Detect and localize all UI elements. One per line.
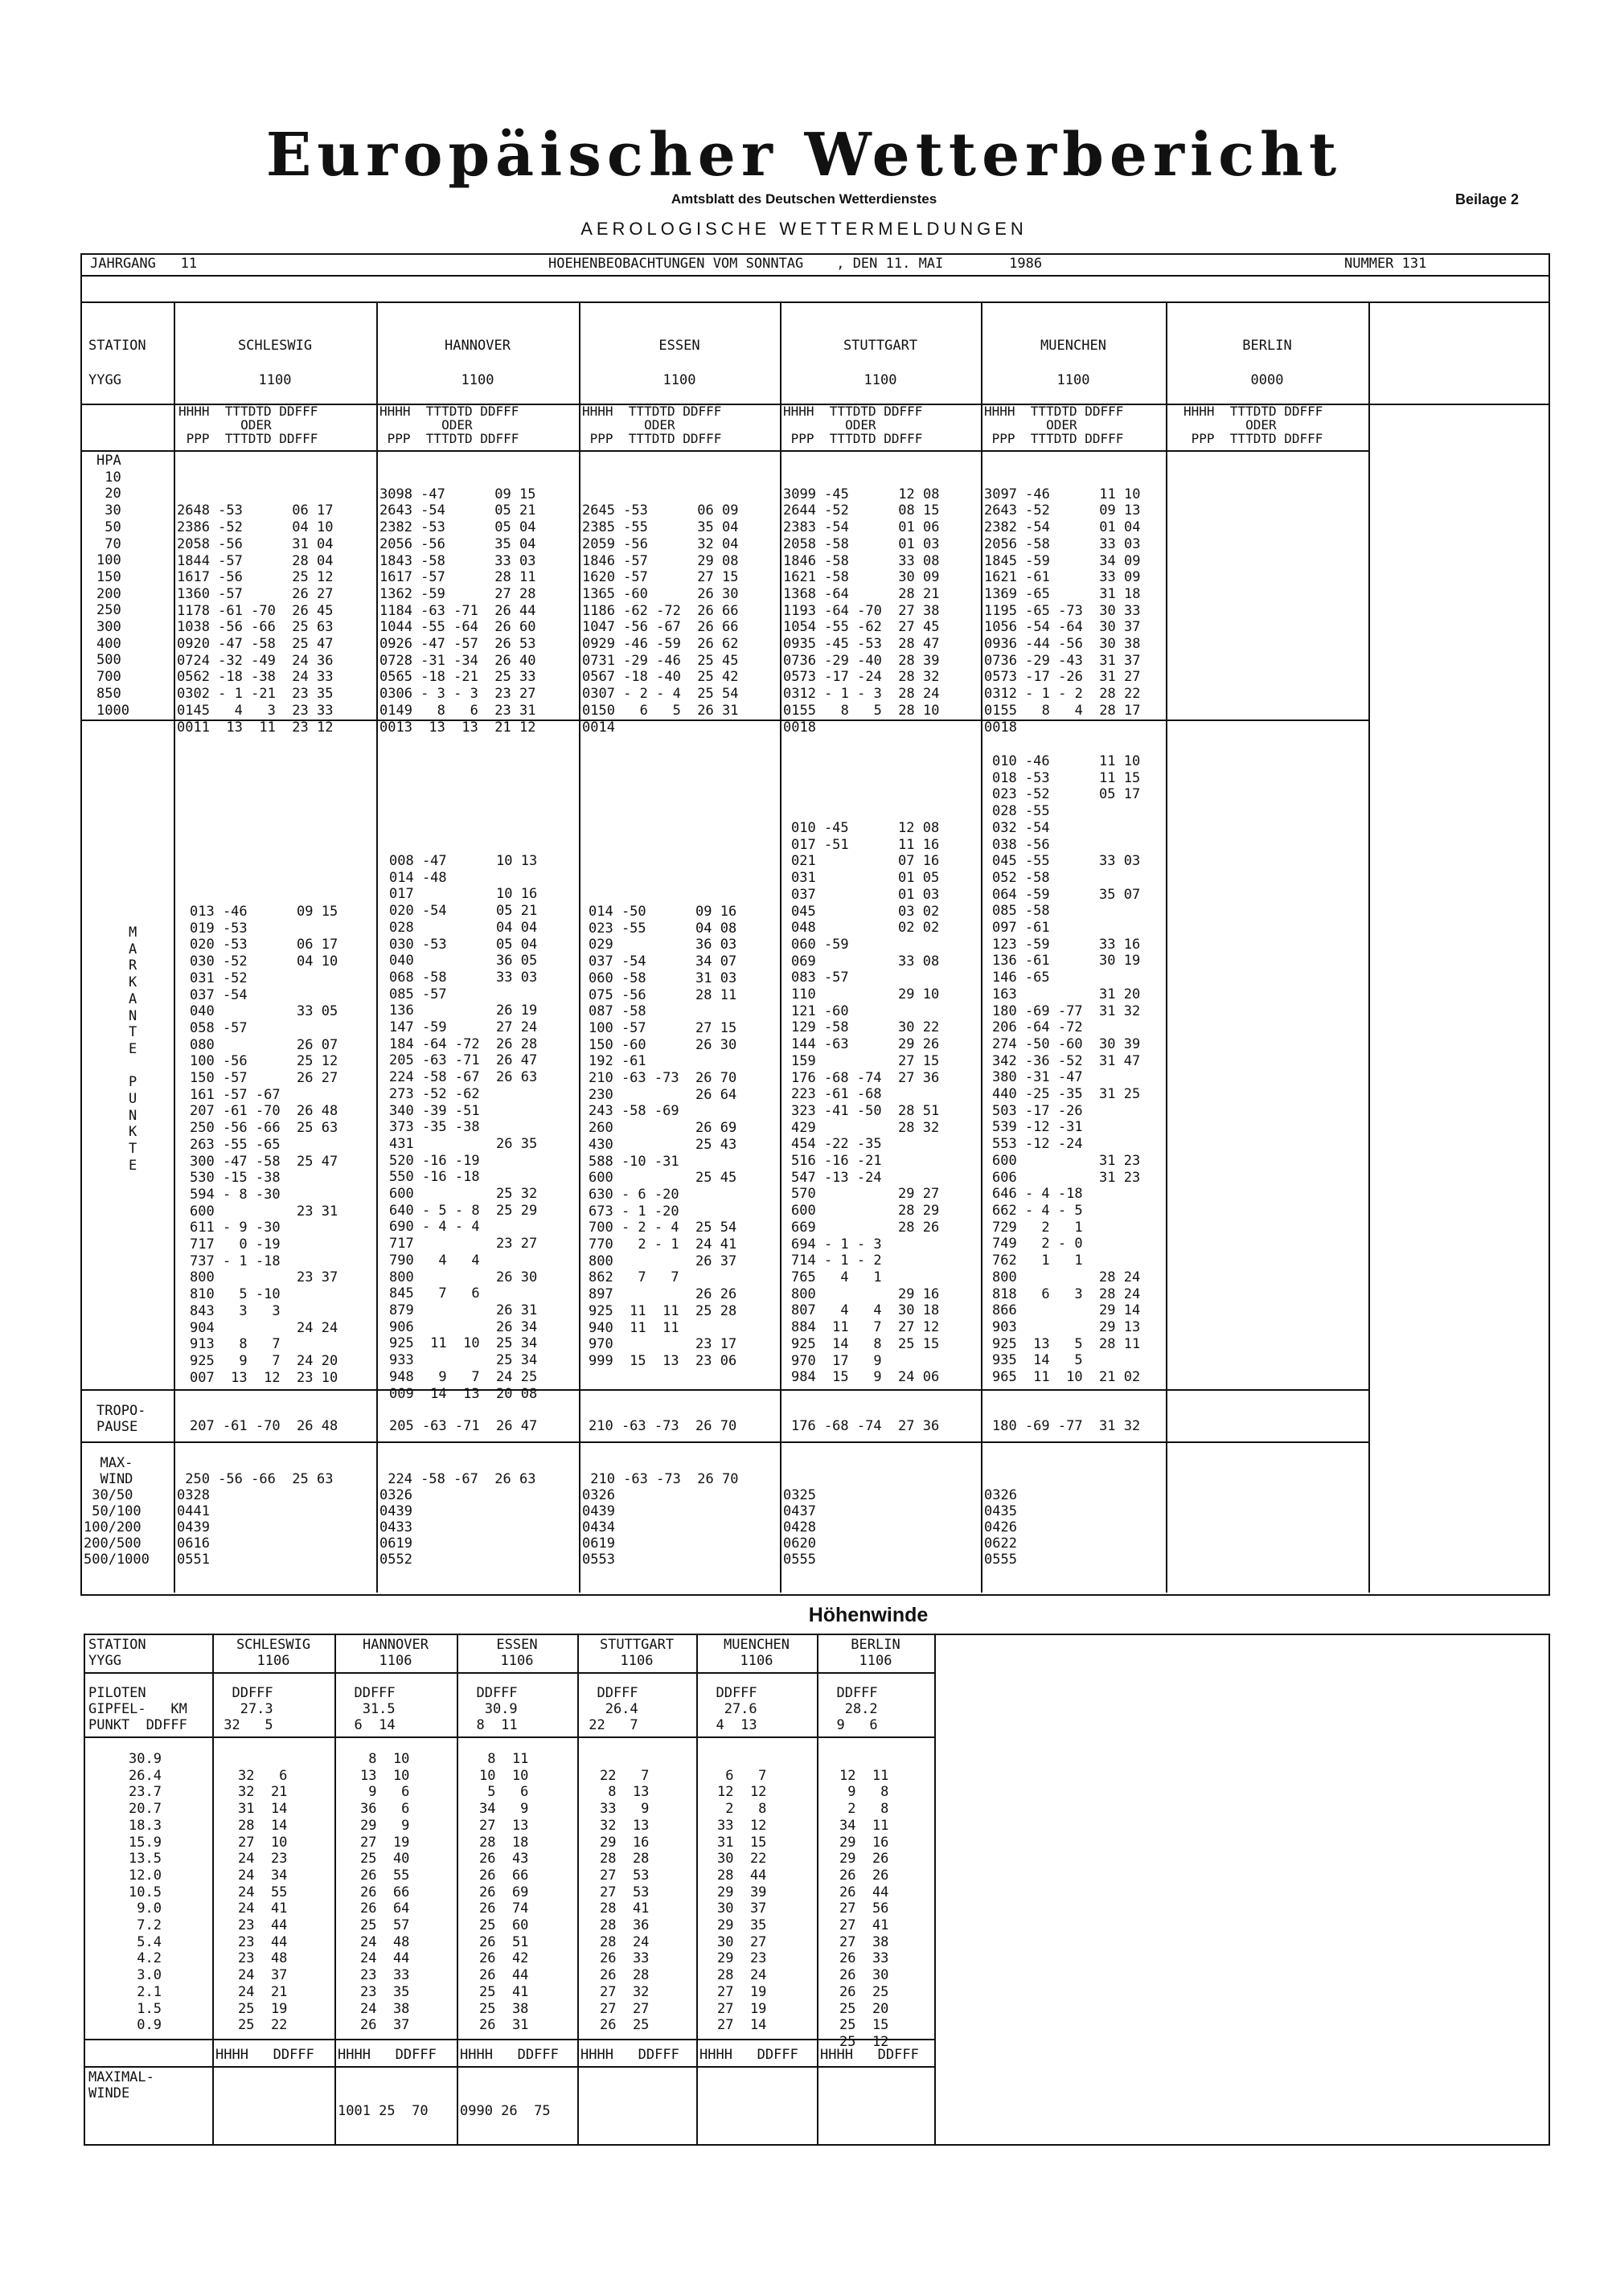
hw-station-name: SCHLESWIG: [236, 1637, 311, 1653]
station-name: HANNOVER: [445, 338, 511, 354]
winds-schleswig: 32 6 32 21 31 14 28 14 27 10 24 23 24 34 24 55 24 41 23 44 23 44 23 48 24 37 24 21 25 19 25 22: [238, 1767, 288, 2034]
hw-station-yygg: 1106: [859, 1653, 892, 1669]
station-name: SCHLESWIG: [237, 338, 313, 354]
station-name: BERLIN: [1242, 338, 1292, 354]
hw-station-name: BERLIN: [851, 1637, 900, 1653]
tropopause-hannover: 205 -63 -71 26 47: [389, 1418, 538, 1434]
observation-date: HOEHENBEOBACHTUNGEN VOM SONNTAG , DEN 11. MAI 1986: [548, 256, 1043, 272]
hw-station-name: STUTTGART: [599, 1637, 675, 1653]
maxwind-schleswig: 250 -56 -66 25 63 0328 0441 0439 0616 0551: [177, 1471, 334, 1568]
markante-hannover: 008 -47 10 13 014 -48 017 10 16 020 -54 05 21 028 04 04 030 -53 05 04 040 36 05 068 -58 33 03 085 -57 136 26 19 147 -59 27 24 184 -64 -72 26 28 205 -63 -71 26 47 224 -58 -67 26 63 273 -52 -62 340 -39 -51 373 -35 -38 431 26 35 520 -16 -19 550 -16 -18 600 25 32 640 - 5 - 8 25 29 690 - 4 - 4 717 23 27 790 4 4 800 26 30 845 7 6 879 26 31 906 26 34 925 11 10 25 34 933 25 34 948 9 7 24 25 009 14 13 20 08: [389, 853, 538, 1402]
markante-stuttgart: 010 -45 12 08 017 -51 11 16 021 07 16 031 01 05 037 01 03 045 03 02 048 02 02 060 -59 069 33 08 083 -57 110 29 10 121 -60 129 -58 30 22 144 -63 29 26 159 27 15 176 -68 -74 27 36 223 -61 -68 323 -41 -50 28 51 429 28 32 454 -22 -35 516 -16 -21 547 -13 -24 570 29 27 600 28 29 669 28 26 694 - 1 - 3 714 - 1 - 2 765 4 1 800 29 16 807 4 4 30 18 884 11 7 27 12 925 14 8 25 15 970 17 9 984 15 9 24 06: [791, 820, 940, 1386]
col-divider: [780, 301, 781, 1593]
hw-row-divider: [84, 1736, 934, 1738]
markante-muenchen: 010 -46 11 10 018 -53 11 15 023 -52 05 17 028 -55 032 -54 038 -56 045 -55 33 03 052 -58 064 -59 35 07 085 -58 097 -61 123 -59 33 16 136 -61 30 19 146 -65 163 31 20 180 -69 -77 31 32 206 -64 -72 274 -50 -60 30 39 342 -36 -52 31 47 380 -31 -47 440 -25 -35 31 25 503 -17 -26 539 -12 -31 553 -12 -24 600 31 23 606 31 23 646 - 4 -18 662 - 4 - 5 729 2 1 749 2 - 0 762 1 1 800 28 24 818 6 3 28 24 866 29 14 903 29 13 925 13 5 28 11 935 14 5 965 11 10 21 02: [992, 753, 1141, 1386]
piloten-hannover: DDFFF 31.5 6 14: [354, 1685, 396, 1733]
tropopause-stuttgart: 176 -68 -74 27 36: [791, 1418, 940, 1434]
col-divider: [174, 301, 175, 1593]
hpa-data-schleswig: 2648 -53 06 17 2386 -52 04 10 2058 -56 31 04 1844 -57 28 04 1617 -56 25 12 1360 -57 26 27 1178 -61 -70 26 45 1038 -56 -66 25 63 0920 -47 -58 25 47 0724 -32 -49 24 36 0562 -18 -38 24 33 0302 - 1 -21 23 35 0145 4 3 23 33 0011 13 11 23 12: [177, 502, 334, 736]
maximal-winde-label: MAXIMAL- WINDE: [88, 2069, 154, 2101]
markante-schleswig: 013 -46 09 15 019 -53 020 -53 06 17 030 -52 04 10 031 -52 037 -54 040 33 05 058 -57 080 26 07 100 -56 25 12 150 -57 26 27 161 -57 -67 207 -61 -70 26 48 250 -56 -66 25 63 263 -55 -65 300 -47 -58 25 47 530 -15 -38 594 - 8 -30 600 23 31 611 - 9 -30 717 0 -19 737 - 1 -18 800 23 37 810 5 -10 843 3 3 904 24 24 913 8 7 925 9 7 24 20 007 13 12 23 10: [190, 904, 338, 1386]
station-yygg: 1100: [662, 372, 696, 388]
hw-max-header: HHHH DDFFF: [215, 2047, 314, 2063]
hw-station-yygg: 1106: [379, 1653, 412, 1669]
row-divider: [80, 301, 1549, 303]
hw-station-yygg: 1106: [500, 1653, 534, 1669]
col-divider: [981, 301, 982, 1593]
piloten-stuttgart: DDFFF 26.4 22 7: [589, 1685, 638, 1733]
hw-station-name: ESSEN: [496, 1637, 538, 1653]
station-name: MUENCHEN: [1040, 338, 1106, 354]
code-header: HHHH TTTDTD DDFFF ODER PPP TTTDTD DDFFF: [178, 404, 318, 446]
code-header: HHHH TTTDTD DDFFF ODER PPP TTTDTD DDFFF: [783, 404, 923, 446]
winds-hannover: 8 10 13 10 9 6 36 6 29 9 27 19 25 40 26 55 26 66 26 64 25 57 24 48 24 44 23 33 23 35 24 38 26 37: [360, 1751, 410, 2034]
max-value-hannover: 1001 25 70: [338, 2103, 429, 2119]
hw-station-yygg: 1106: [256, 1653, 290, 1669]
col-divider: [376, 301, 378, 1593]
hw-station-yygg: 1106: [740, 1653, 773, 1669]
station-yygg: 1100: [863, 372, 897, 388]
issue-number: NUMMER 131: [1344, 256, 1427, 272]
hw-max-header: HHHH DDFFF: [460, 2047, 559, 2063]
col-divider: [1166, 301, 1167, 1593]
hw-max-header: HHHH DDFFF: [580, 2047, 679, 2063]
hpa-data-hannover: 3098 -47 09 15 2643 -54 05 21 2382 -53 05 04 2056 -56 35 04 1843 -58 33 03 1617 -57 28 11 1362 -59 27 28 1184 -63 -71 26 44 1044 -55 -64 26 60 0926 -47 -57 26 53 0728 -31 -34 26 40 0565 -18 -21 25 33 0306 - 3 - 3 23 27 0149 8 6 23 31 0013 13 13 21 12: [379, 486, 536, 736]
km-levels: 30.9 26.4 23.7 20.7 18.3 15.9 13.5 12.0 10.5 9.0 7.2 5.4 4.2 3.0 2.1 1.5 0.9: [129, 1751, 162, 2034]
piloten-essen: DDFFF 30.9 8 11: [476, 1685, 518, 1733]
row-divider: [80, 450, 1368, 452]
piloten-berlin: DDFFF 28.2 9 6: [836, 1685, 878, 1733]
piloten-label: PILOTEN GIPFEL- KM PUNKT DDFFF: [88, 1685, 187, 1733]
code-header: HHHH TTTDTD DDFFF ODER PPP TTTDTD DDFFF: [984, 404, 1124, 446]
page-title: Europäischer Wetterbericht: [265, 121, 1343, 190]
station-name: STUTTGART: [843, 338, 918, 354]
beilage-label: Beilage 2: [1455, 191, 1520, 207]
station-label: STATION: [88, 338, 146, 354]
meta-row-divider: [80, 275, 1549, 277]
hw-col-divider: [934, 1634, 936, 2144]
subtitle: Amtsblatt des Deutschen Wetterdienstes: [671, 191, 937, 207]
hw-station-name: MUENCHEN: [724, 1637, 790, 1653]
yygg-label: YYGG: [88, 372, 121, 388]
code-header: HHHH TTTDTD DDFFF ODER PPP TTTDTD DDFFF: [582, 404, 722, 446]
row-divider: [80, 1441, 1368, 1443]
tropopause-muenchen: 180 -69 -77 31 32: [992, 1418, 1141, 1434]
row-divider: [80, 1389, 1368, 1391]
station-name: ESSEN: [658, 338, 700, 354]
tropopause-label: TROPO- PAUSE: [96, 1403, 146, 1435]
tropopause-schleswig: 207 -61 -70 26 48: [190, 1418, 338, 1434]
col-divider: [579, 301, 580, 1593]
hw-max-header: HHHH DDFFF: [820, 2047, 919, 2063]
winds-berlin: 12 11 9 8 2 8 34 11 29 16 29 26 26 26 26 44 27 56 27 41 27 38 26 33 26 30 26 25 25 20 25 15 25 12: [839, 1767, 889, 2050]
hw-max-header: HHHH DDFFF: [338, 2047, 437, 2063]
winds-essen: 8 11 10 10 5 6 34 9 27 13 28 18 26 43 26 66 26 69 26 74 25 60 26 51 26 42 26 44 25 41 25 38 26 31: [479, 1751, 529, 2034]
maxwind-essen: 210 -63 -73 26 70 0326 0439 0434 0619 0553: [582, 1471, 739, 1568]
hw-station-label: STATION YYGG: [88, 1637, 146, 1669]
hw-station-name: HANNOVER: [363, 1637, 429, 1653]
hw-row-divider: [84, 2066, 934, 2068]
markante-essen: 014 -50 09 16 023 -55 04 08 029 36 03 037 -54 34 07 060 -58 31 03 075 -56 28 11 087 -58 100 -57 27 15 150 -60 26 30 192 -61 210 -63 -73 26 70 230 26 64 243 -58 -69 260 26 69 430 25 43 588 -10 -31 600 25 45 630 - 6 -20 673 - 1 -20 700 - 2 - 4 25 54 770 2 - 1 24 41 800 26 37 862 7 7 897 26 26 925 11 11 25 28 940 11 11 970 23 17 999 15 13 23 06: [589, 904, 737, 1369]
maxwind-label: MAX- WIND 30/50 50/100 100/200 200/500 500/1000: [84, 1455, 150, 1568]
winds-stuttgart: 22 7 8 13 33 9 32 13 29 16 28 28 27 53 27 53 28 41 28 36 28 24 26 33 26 28 27 32 27 27 26 25: [600, 1767, 650, 2034]
code-header: HHHH TTTDTD DDFFF ODER PPP TTTDTD DDFFF: [379, 404, 519, 446]
section-title: AEROLOGISCHE WETTERMELDUNGEN: [580, 219, 1028, 239]
station-yygg: 1100: [461, 372, 494, 388]
station-yygg: 1100: [1056, 372, 1090, 388]
station-yygg: 0000: [1250, 372, 1284, 388]
hw-row-divider: [84, 1672, 934, 1674]
station-yygg: 1100: [258, 372, 292, 388]
hpa-data-stuttgart: 3099 -45 12 08 2644 -52 08 15 2383 -54 01 06 2058 -58 01 03 1846 -58 33 08 1621 -58 30 09 1368 -64 28 21 1193 -64 -70 27 38 1054 -55 -62 27 45 0935 -45 -53 28 47 0736 -29 -40 28 39 0573 -17 -24 28 32 0312 - 1 - 3 28 24 0155 8 5 28 10 0018: [783, 486, 940, 736]
hpa-data-muenchen: 3097 -46 11 10 2643 -52 09 13 2382 -54 01 04 2056 -58 33 03 1845 -59 34 09 1621 -61 33 09 1369 -65 31 18 1195 -65 -73 30 33 1056 -54 -64 30 37 0936 -44 -56 30 38 0736 -29 -43 31 37 0573 -17 -26 31 27 0312 - 1 - 2 28 22 0155 8 4 28 17 0018: [984, 486, 1141, 736]
hoehenwinde-title: Höhenwinde: [808, 1604, 929, 1626]
piloten-schleswig: DDFFF 27.3 32 5: [224, 1685, 273, 1733]
tropopause-essen: 210 -63 -73 26 70: [589, 1418, 737, 1434]
hw-station-yygg: 1106: [620, 1653, 654, 1669]
max-value-essen: 0990 26 75: [460, 2103, 551, 2119]
col-divider: [1368, 301, 1370, 1593]
winds-muenchen: 6 7 12 12 2 8 33 12 31 15 30 22 28 44 29 39 30 37 29 35 30 27 29 23 28 24 27 19 27 19 27 14: [717, 1767, 767, 2034]
hpa-data-essen: 2645 -53 06 09 2385 -55 35 04 2059 -56 32 04 1846 -57 29 08 1620 -57 27 15 1365 -60 26 30 1186 -62 -72 26 66 1047 -56 -67 26 66 0929 -46 -59 26 62 0731 -29 -46 25 45 0567 -18 -40 25 42 0307 - 2 - 4 25 54 0150 6 5 26 31 0014: [582, 502, 739, 736]
hpa-levels: HPA 10 20 30 50 70 100 150 200 250 300 400 500 700 850 1000: [96, 453, 129, 719]
markante-punkte-label: M A R K A N T E P U N K T E: [129, 925, 137, 1174]
hw-max-header: HHHH DDFFF: [699, 2047, 798, 2063]
hw-row-divider: [84, 2039, 934, 2040]
maxwind-muenchen: 0326 0435 0426 0622 0555: [984, 1487, 1017, 1568]
maxwind-hannover: 224 -58 -67 26 63 0326 0439 0433 0619 0552: [379, 1471, 536, 1568]
maxwind-stuttgart: 0325 0437 0428 0620 0555: [783, 1487, 816, 1568]
piloten-muenchen: DDFFF 27.6 4 13: [716, 1685, 757, 1733]
code-header: HHHH TTTDTD DDFFF ODER PPP TTTDTD DDFFF: [1183, 404, 1323, 446]
jahrgang: JAHRGANG 11: [90, 256, 198, 272]
